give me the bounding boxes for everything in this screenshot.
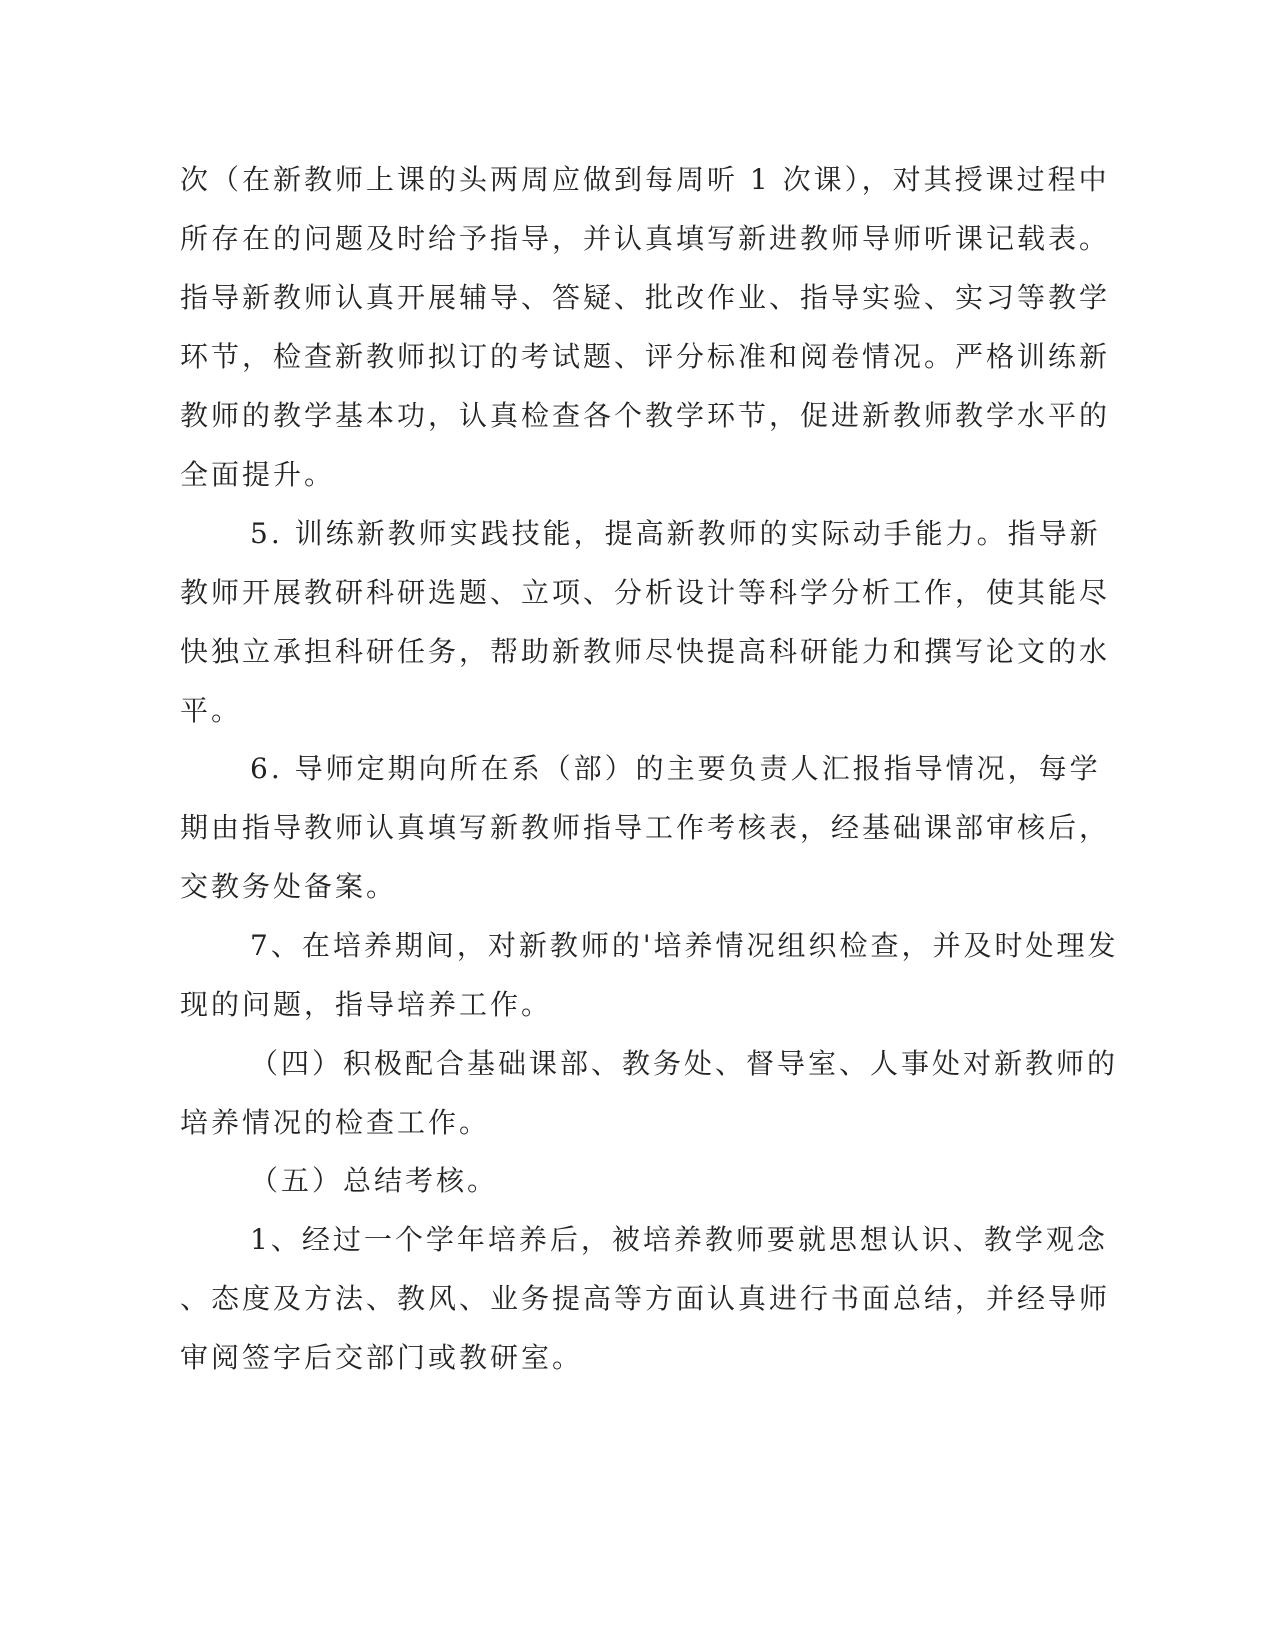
text-line: 所存在的问题及时给予指导，并认真填写新进教师导师听课记载表。	[180, 222, 1111, 255]
text-line: 交教务处备案。	[180, 870, 398, 903]
section-4-heading: （四）积极配合基础课部、教务处、督导室、人事处对新教师的	[250, 1047, 1119, 1080]
paragraph-6-line: 6. 导师定期向所在系（部）的主要负责人汇报指导情况，每学	[250, 752, 1101, 785]
text-line: 审阅签字后交部门或教研室。	[180, 1341, 584, 1374]
text-line: 指导新教师认真开展辅导、答疑、批改作业、指导实验、实习等教学	[180, 281, 1111, 314]
text-line: 、态度及方法、教风、业务提高等方面认真进行书面总结，并经导师	[180, 1282, 1111, 1315]
text-line: 教师的教学基本功，认真检查各个教学环节，促进新教师教学水平的	[180, 399, 1111, 432]
text-line: 全面提升。	[180, 458, 336, 491]
text-line: 期由指导教师认真填写新教师指导工作考核表，经基础课部审核后，	[180, 811, 1111, 844]
section-5-heading: （五）总结考核。	[250, 1164, 499, 1197]
paragraph-5-line: 5. 训练新教师实践技能，提高新教师的实际动手能力。指导新	[250, 517, 1101, 550]
text-line: 快独立承担科研任务，帮助新教师尽快提高科研能力和撰写论文的水	[180, 635, 1111, 668]
paragraph-1-line: 1、经过一个学年培养后，被培养教师要就思想认识、教学观念	[250, 1223, 1108, 1256]
text-line: 平。	[180, 694, 243, 727]
text-line: 培养情况的检查工作。	[180, 1106, 491, 1139]
text-line: 现的问题，指导培养工作。	[180, 988, 553, 1021]
text-line: 次（在新教师上课的头两周应做到每周听 1 次课），对其授课过程中	[180, 163, 1110, 196]
text-line: 教师开展教研科研选题、立项、分析设计等科学分析工作，使其能尽	[180, 576, 1111, 609]
text-line: 环节，检查新教师拟订的考试题、评分标准和阅卷情况。严格训练新	[180, 340, 1111, 373]
paragraph-7-line: 7、在培养期间，对新教师的'培养情况组织检查，并及时处理发	[250, 929, 1119, 962]
